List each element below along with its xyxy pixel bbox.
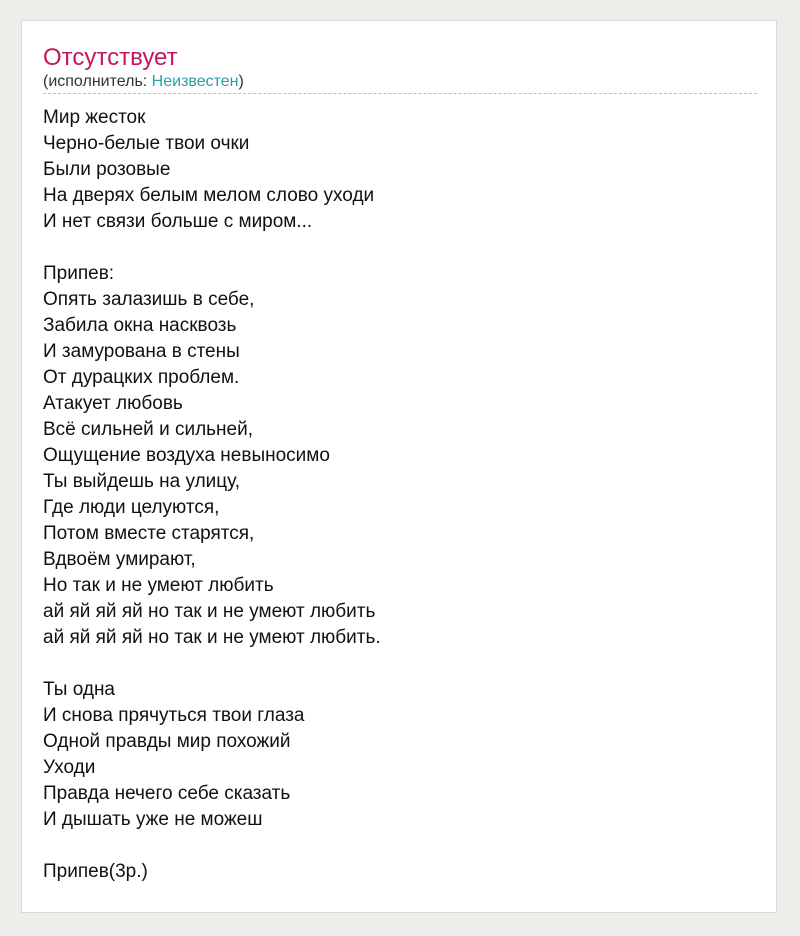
lyric-line: Атакует любовь xyxy=(43,393,183,414)
lyric-line: Уходи xyxy=(43,757,96,778)
lyric-line: Забила окна насквозь xyxy=(43,315,237,336)
lyric-line: Ты выйдешь на улицу, xyxy=(43,471,241,492)
lyric-line: Ты одна xyxy=(43,679,116,700)
lyric-line: И замурована в стены xyxy=(43,341,240,362)
lyric-line: Опять залазишь в себе, xyxy=(43,289,255,310)
lyric-line: Припев: xyxy=(43,263,115,284)
lyric-line: Потом вместе старятся, xyxy=(43,523,255,544)
lyric-line: ай яй яй яй но так и не умеют любить xyxy=(43,601,376,622)
lyric-line: Где люди целуются, xyxy=(43,497,220,518)
lyric-line: Правда нечего себе сказать xyxy=(43,783,291,804)
lyric-line: Ощущение воздуха невыносимо xyxy=(43,445,330,466)
lyric-line: И снова прячуться твои глаза xyxy=(43,705,305,726)
artist-prefix: (исполнитель: xyxy=(43,73,152,90)
lyric-line: Черно-белые твои очки xyxy=(43,133,250,154)
lyric-line: На дверях белым мелом слово уходи xyxy=(43,185,375,206)
artist-suffix: ) xyxy=(238,73,244,90)
lyric-line: И дышать уже не можеш xyxy=(43,809,263,830)
song-title: Отсутствует xyxy=(43,44,178,71)
lyrics-card xyxy=(21,20,777,913)
stanza-break xyxy=(43,651,381,677)
lyric-line: Одной правды мир похожий xyxy=(43,731,291,752)
lyric-line: ай яй яй яй но так и не умеют любить. xyxy=(43,627,381,648)
lyric-line: И нет связи больше с миром... xyxy=(43,211,313,232)
lyric-line: От дурацких проблем. xyxy=(43,367,240,388)
lyrics-text xyxy=(43,105,381,885)
title-divider xyxy=(43,93,757,94)
stanza-break xyxy=(43,833,381,859)
lyric-line: Но так и не умеют любить xyxy=(43,575,274,596)
stanza-break xyxy=(43,235,381,261)
lyric-line: Вдвоём умирают, xyxy=(43,549,196,570)
lyric-line: Мир жесток xyxy=(43,107,146,128)
lyric-line: Были розовые xyxy=(43,159,171,180)
artist-line xyxy=(43,72,244,92)
lyric-line: Всё сильней и сильней, xyxy=(43,419,254,440)
lyric-line: Припев(3р.) xyxy=(43,861,148,882)
artist-link[interactable]: Неизвестен xyxy=(151,73,239,90)
